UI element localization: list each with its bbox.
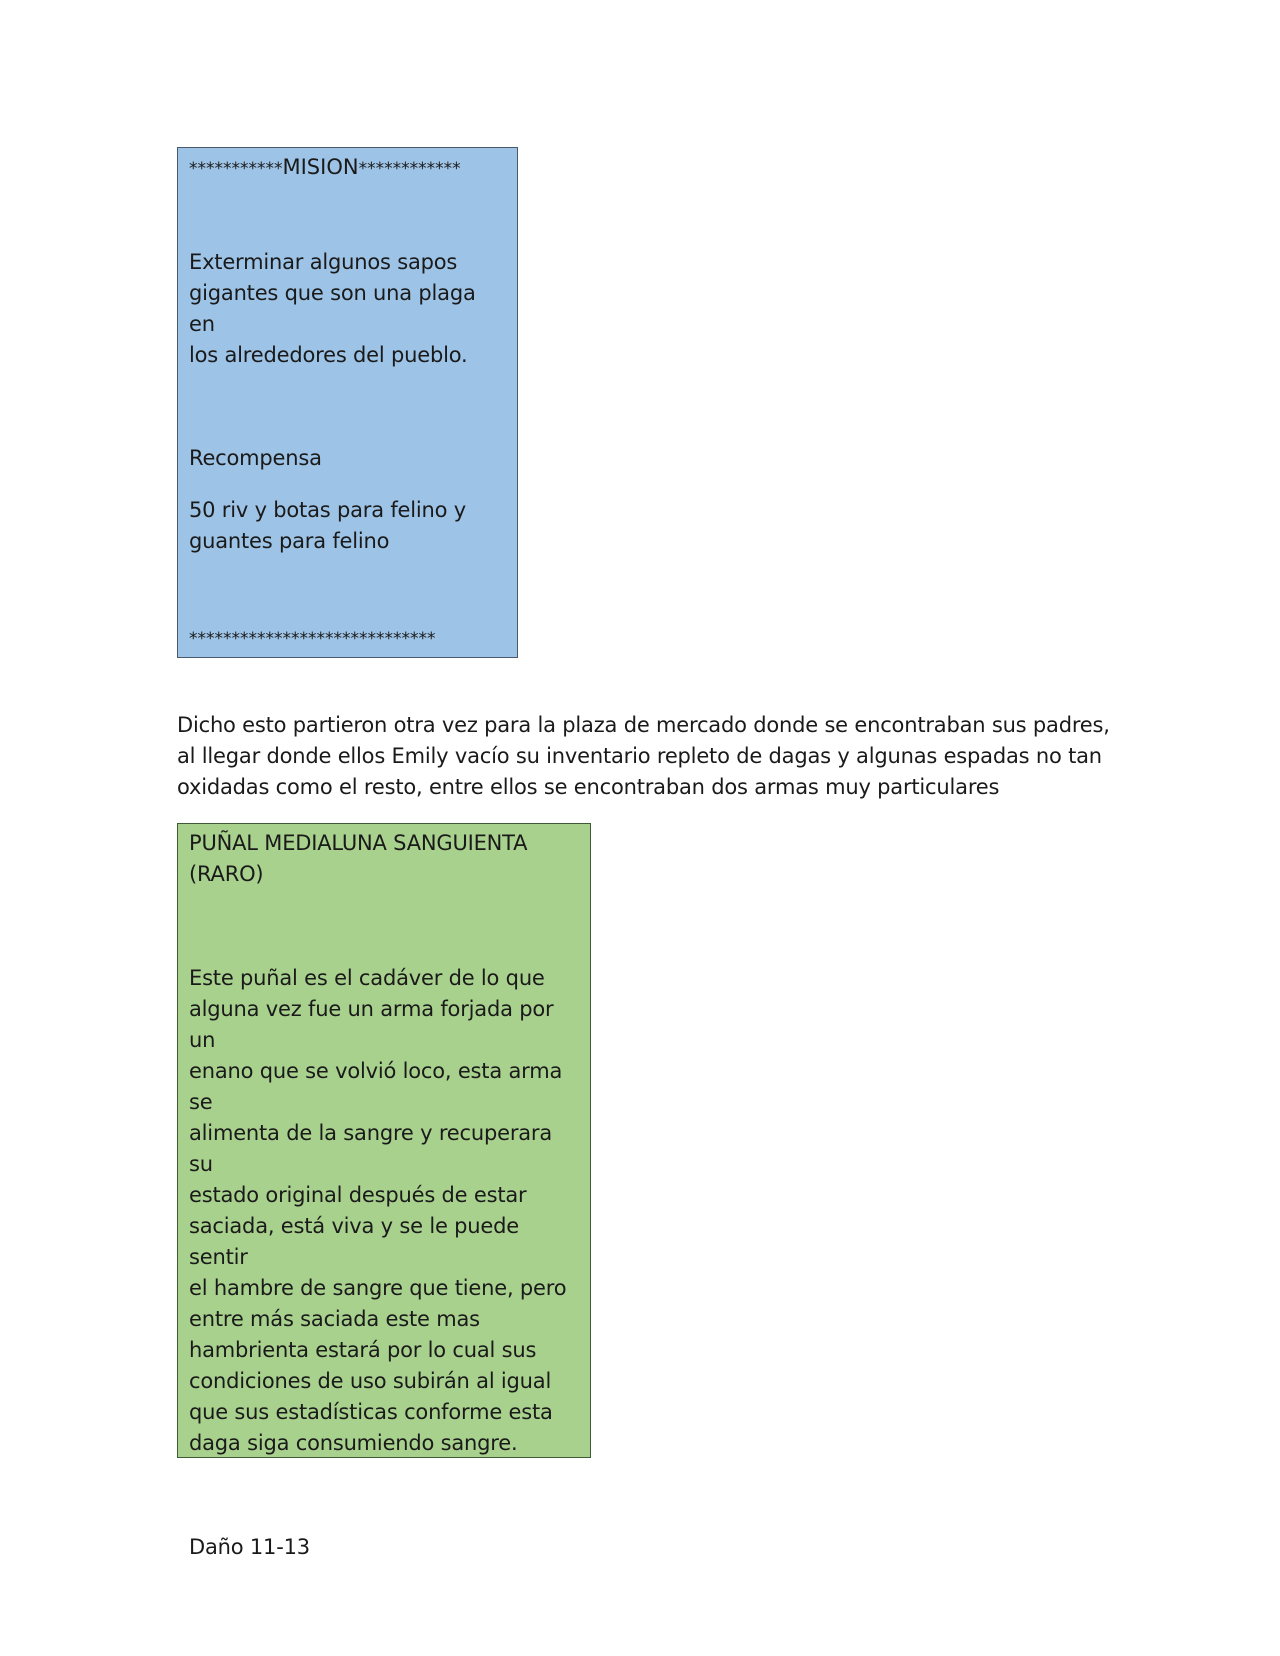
mission-reward-line: 50 riv y botas para felino y xyxy=(189,498,466,522)
mission-description-line: gigantes que son una plaga en xyxy=(189,281,483,336)
narrative-line: oxidadas como el resto, entre ellos se encontraban dos armas muy particulares xyxy=(177,775,1000,799)
spacer xyxy=(189,185,507,247)
weapon-description-line: el hambre de sangre que tiene, pero xyxy=(189,1276,567,1300)
spacer xyxy=(189,890,580,963)
weapon-description-line: condiciones de uso subirán al igual xyxy=(189,1369,552,1393)
spacer xyxy=(189,474,507,495)
spacer xyxy=(189,1459,580,1532)
spacer xyxy=(189,371,507,443)
weapon-description-line: alimenta de la sangre y recuperara su xyxy=(189,1121,559,1176)
weapon-description-line: que sus estadísticas conforme esta xyxy=(189,1400,553,1424)
weapon-damage: Daño 11-13 xyxy=(189,1535,310,1559)
mission-description-line: los alrededores del pueblo. xyxy=(189,343,468,367)
weapon-box xyxy=(177,823,591,1559)
mission-reward-label: Recompensa xyxy=(189,446,322,470)
weapon-rarity: (RARO) xyxy=(189,862,264,886)
weapon-description-line: enano que se volvió loco, esta arma se xyxy=(189,1059,569,1114)
spacer xyxy=(189,557,507,624)
mission-title: MISION xyxy=(282,155,359,179)
weapon-description-line: Este puñal es el cadáver de lo que xyxy=(189,966,545,990)
narrative-line: al llegar donde ellos Emily vacío su inventario repleto de dagas y algunas espadas no tan xyxy=(177,744,1102,768)
mission-header-stars-right: ************ xyxy=(358,159,461,179)
weapon-description-line: alguna vez fue un arma forjada por un xyxy=(189,997,560,1052)
mission-footer-stars: ***************************** xyxy=(189,629,436,649)
narrative-paragraph xyxy=(177,710,1110,803)
weapon-description-line: hambrienta estará por lo cual sus xyxy=(189,1338,537,1362)
mission-description-line: Exterminar algunos sapos xyxy=(189,250,458,274)
mission-header xyxy=(189,152,507,185)
weapon-description-line: estado original después de estar xyxy=(189,1183,527,1207)
mission-reward-line: guantes para felino xyxy=(189,529,390,553)
narrative-line: Dicho esto partieron otra vez para la plaza de mercado donde se encontraban sus padres, xyxy=(177,713,1110,737)
mission-header-stars-left: *********** xyxy=(189,159,283,179)
weapon-description-line: saciada, está viva y se le puede sentir xyxy=(189,1214,526,1269)
mission-box xyxy=(177,147,518,658)
weapon-title-line: PUÑAL MEDIALUNA SANGUIENTA xyxy=(189,831,528,855)
weapon-description-line: entre más saciada este mas xyxy=(189,1307,480,1331)
weapon-description-line: daga siga consumiendo sangre. xyxy=(189,1431,518,1455)
